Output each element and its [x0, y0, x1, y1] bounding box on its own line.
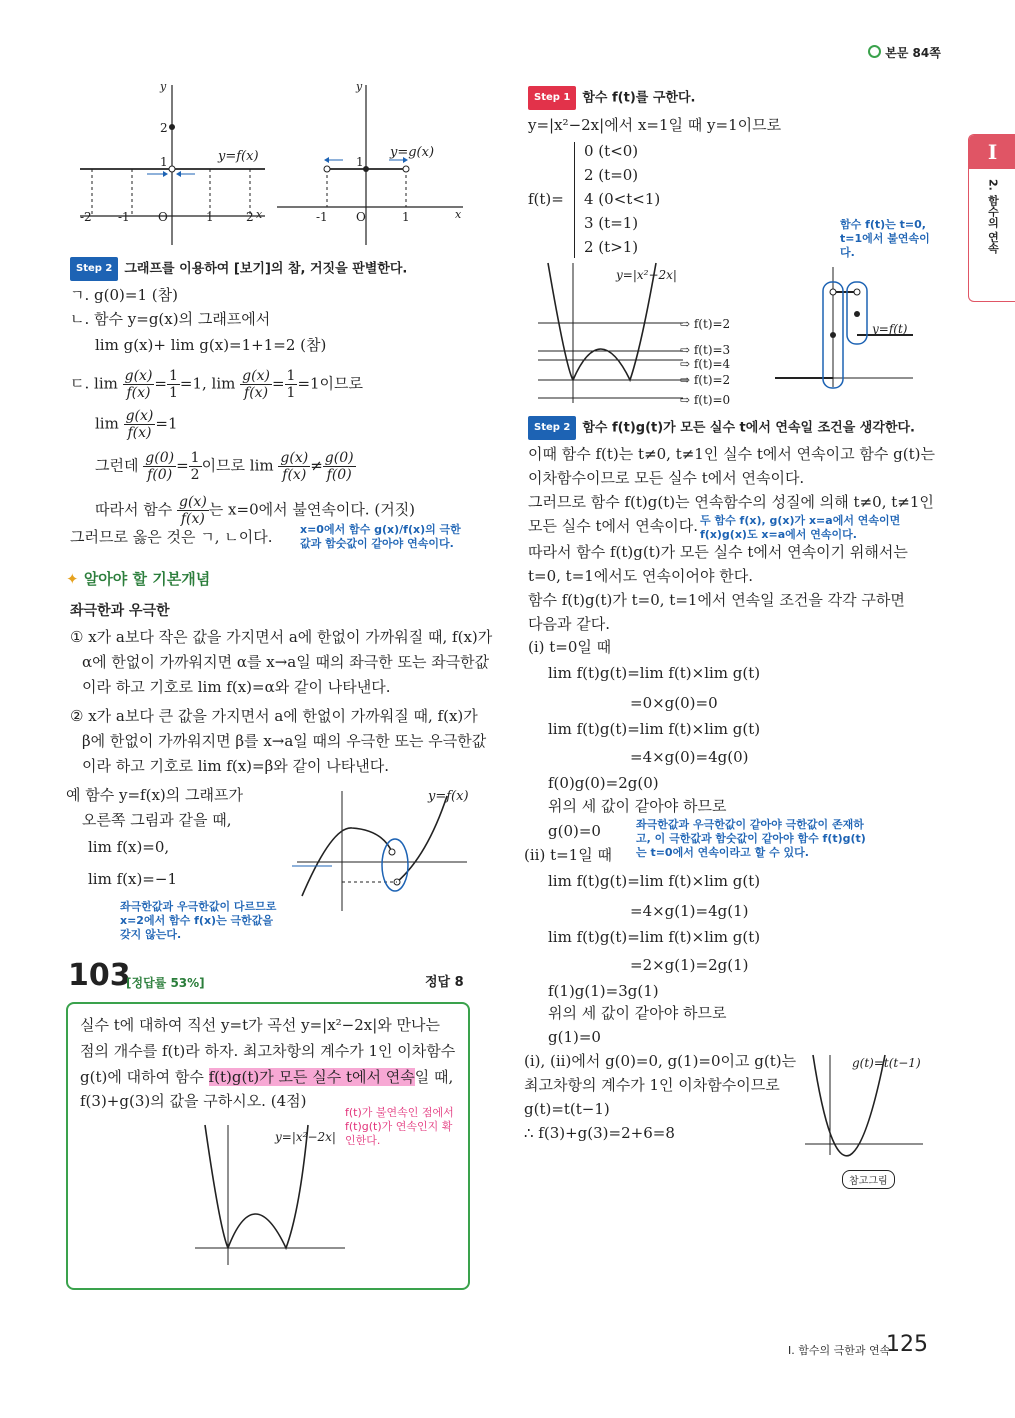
- right-p3: 모든 실수 t에서 연속이다.: [528, 517, 699, 535]
- graph-f-tick-m1: -1: [118, 210, 130, 224]
- item-c-ne: ≠: [310, 456, 323, 475]
- frac-gf: $\frac{g(x)}{f(x)}$: [124, 368, 153, 401]
- item-a: ㄱ. g(0)=1 (참): [70, 286, 178, 304]
- frac-gf4: $\frac{g(x)}{f(x)}$: [280, 450, 309, 483]
- footer-chapter: I. 함수의 극한과 연속: [788, 1344, 891, 1357]
- item-c-line3: 그런데 $\frac{g(0)}{f(0)}$ = $\frac{1}{2}$ 이므로 lim $\frac{g(x)}{f(x)}$ ≠ $\frac{g(0)}{f(0)}$: [95, 450, 354, 483]
- item-c-line1: ㄷ. lim $\frac{g(x)}{f(x)}$ = $\frac{1}{1}$ =1, lim $\frac{g(x)}{f(x)}$ = $\frac{1}{1}$ =1이므로: [70, 368, 364, 401]
- graph-f-xlabel: x: [256, 208, 263, 221]
- graph-g-label: y=g(x): [390, 145, 435, 160]
- e13: 위의 세 값이 같아야 하므로: [548, 1004, 727, 1022]
- e2: =0×g(0)=0: [630, 694, 718, 712]
- problem-graph-label: y=|x²−2x|: [275, 1130, 336, 1144]
- concept-ex-a: 예 함수 y=f(x)의 그래프가: [66, 786, 243, 804]
- e1: lim f(t)g(t)=lim f(t)×lim g(t): [548, 664, 761, 682]
- graph-g-tick-1: 1: [402, 210, 410, 224]
- graph-f-tick-2: 2: [246, 210, 254, 224]
- right-step2-badge: Step 2: [528, 416, 576, 440]
- e5: f(0)g(0)=2g(0): [548, 774, 659, 792]
- right-graph2-note: 함수 f(t)는 t=0, t=1에서 불연속이다.: [840, 218, 930, 259]
- circle-icon: [868, 45, 881, 58]
- line-3: ⇨ f(t)=3: [680, 343, 731, 357]
- problem-l3a: g(t)에 대하여 함수: [80, 1068, 209, 1086]
- problem-l1: 실수 t에 대하여 직선 y=t가 곡선 y=|x²−2x|와 만나는: [80, 1016, 441, 1034]
- right-step2-title: 함수 f(t)g(t)가 모든 실수 t에서 연속일 조건을 생각한다.: [582, 420, 915, 436]
- frac-gf2: $\frac{g(x)}{f(x)}$: [242, 368, 270, 401]
- gt-label: g(t)=t(t−1): [852, 1056, 921, 1070]
- right-graph1-label: y=|x²−2x|: [616, 268, 677, 282]
- graph-f-ytick-2: 2: [160, 121, 168, 135]
- e8: lim f(t)g(t)=lim f(t)×lim g(t): [548, 872, 761, 890]
- concept-p1b: α에 한없이 가까워지면 α를 x→a일 때의 좌극한 또는 좌극한값: [82, 653, 490, 671]
- item-c-but2: 이므로 lim: [201, 456, 274, 475]
- line-4: ⇨ f(t)=4: [680, 357, 731, 371]
- case1: (i) t=0일 때: [528, 638, 612, 656]
- piece-brace: [574, 142, 581, 258]
- e9: =4×g(1)=4g(1): [630, 902, 749, 920]
- problem-pink-note: f(t)가 불연속인 점에서 f(t)g(t)가 연속인지 확인한다.: [345, 1106, 454, 1147]
- frac-gf3: $\frac{g(x)}{f(x)}$: [125, 408, 154, 441]
- problem-answer: 정답 8: [425, 975, 464, 990]
- frac-g0f0: $\frac{g(0)}{f(0)}$: [145, 450, 175, 483]
- c2: 최고차항의 계수가 1인 이차함수이므로: [524, 1076, 780, 1094]
- concept-p2c: 이라 하고 기호로 lim f(x)=β와 같이 나타낸다.: [82, 757, 390, 775]
- concept-subtitle: 좌극한과 우극한: [70, 603, 170, 619]
- c3: g(t)=t(t−1): [524, 1100, 610, 1118]
- item-c-line2: lim $\frac{g(x)}{f(x)}$ =1: [95, 408, 178, 441]
- graph-f-ylabel: y: [160, 80, 167, 93]
- right-step1-title: 함수 f(t)를 구한다.: [582, 90, 696, 106]
- frac-12: $\frac{1}{2}$: [190, 450, 200, 483]
- e3: lim f(t)g(t)=lim f(t)×lim g(t): [548, 720, 761, 738]
- concept-ex-d: lim f(x)=−1: [88, 870, 177, 888]
- item-answer: 그러므로 옳은 것은 ㄱ, ㄴ이다.: [70, 528, 273, 546]
- item-c-eq2: =1이므로: [297, 374, 364, 393]
- frac-11: $\frac{1}{1}$: [168, 368, 178, 401]
- item-c-so2: 는 x=0에서 불연속이다. (거짓): [208, 500, 416, 519]
- right-p7: 다음과 같다.: [528, 615, 610, 633]
- page-ref: [868, 44, 941, 61]
- graph-f-tick-o: O: [158, 210, 168, 224]
- item-note: x=0에서 함수 g(x)/f(x)의 극한값과 함숫값이 같아야 연속이다.: [300, 523, 461, 550]
- item-c-so: 따라서 함수: [95, 500, 173, 519]
- concept-p1a: ① x가 a보다 작은 값을 가지면서 a에 한없이 가까워질 때, f(x)가: [70, 628, 493, 646]
- page-number: 125: [886, 1332, 928, 1357]
- concept-title-text: 알아야 할 기본개념: [83, 570, 211, 588]
- frac-gf5: $\frac{g(x)}{f(x)}$: [179, 494, 207, 527]
- graph-g-ylabel: y: [356, 80, 363, 93]
- right-s1: y=|x²−2x|에서 x=1일 때 y=1이므로: [528, 116, 782, 134]
- item-b: ㄴ. 함수 y=g(x)의 그래프에서: [70, 310, 271, 328]
- case2: (ii) t=1일 때: [524, 846, 612, 864]
- c4: ∴ f(3)+g(3)=2+6=8: [524, 1124, 675, 1142]
- graph-g-tick-o: O: [356, 210, 366, 224]
- left-step2-title: 그래프를 이용하여 [보기]의 참, 거짓을 판별한다.: [124, 261, 408, 277]
- piece-0: 0 (t<0): [584, 142, 639, 160]
- line-0: ⇨ f(t)=0: [680, 393, 731, 407]
- right-p0: 이때 함수 f(t)는 t≠0, t≠1인 실수 t에서 연속이고 함수 g(t)는: [528, 445, 935, 463]
- graph-g-ytick-1: 1: [356, 155, 364, 169]
- graph-g: [275, 80, 465, 250]
- right-graph2-label: y=f(t): [872, 322, 908, 336]
- e11: =2×g(1)=2g(1): [630, 956, 749, 974]
- graph-g-xlabel: x: [455, 208, 462, 221]
- e12: f(1)g(1)=3g(1): [548, 982, 659, 1000]
- piece-2: 4 (0<t<1): [584, 190, 661, 208]
- right-p6: 함수 f(t)g(t)가 t=0, t=1에서 연속일 조건을 각각 구하면: [528, 591, 905, 609]
- page-ref-text: 본문 84쪽: [885, 46, 941, 60]
- lightbulb-icon: ✦: [66, 570, 79, 588]
- problem-l3b: 일 때,: [414, 1068, 454, 1086]
- problem-l2: 점의 개수를 f(t)라 하자. 최고차항의 계수가 1인 이차함수: [80, 1042, 456, 1060]
- problem-l4: f(3)+g(3)의 값을 구하시오. (4점): [80, 1092, 307, 1110]
- e6: 위의 세 값이 같아야 하므로: [548, 797, 727, 815]
- e4: =4×g(0)=4g(0): [630, 748, 749, 766]
- piece-4: 2 (t>1): [584, 238, 639, 256]
- piece-1: 2 (t=0): [584, 166, 639, 184]
- problem-rate: [정답률 53%]: [126, 976, 205, 990]
- line-2b: ⇨ f(t)=2: [680, 373, 731, 387]
- ref-fig: 참고그림: [842, 1170, 895, 1189]
- concept-ex-c: lim f(x)=0,: [88, 838, 170, 856]
- concept-title: [66, 568, 210, 589]
- right-p1: 이차함수이므로 모든 실수 t에서 연속이다.: [528, 469, 805, 487]
- graph-f-label: y=f(x): [218, 149, 259, 164]
- concept-ex-note: 좌극한값과 우극한값이 다르므로 x=2에서 함수 f(x)는 극한값을 갖지 않는다.: [120, 900, 277, 941]
- problem-l3: [80, 1066, 453, 1088]
- right-p5: t=0, t=1에서도 연속이어야 한다.: [528, 567, 754, 585]
- concept-graph-label: y=f(x): [428, 789, 469, 804]
- problem-number: 103: [68, 958, 131, 993]
- e7: g(0)=0: [548, 822, 601, 840]
- item-c-eq: =1, lim: [179, 374, 236, 393]
- right-note1: 두 함수 f(x), g(x)가 x=a에서 연속이면 f(x)g(x)도 x=a에서 연속이다.: [700, 514, 901, 541]
- concept-p2b: β에 한없이 가까워지면 β를 x→a일 때의 우극한 또는 우극한값: [82, 732, 487, 750]
- right-step1: [528, 86, 695, 110]
- frac-11b: $\frac{1}{1}$: [286, 368, 296, 401]
- line-2a: ⇨ f(t)=2: [680, 317, 731, 331]
- graph-f-ytick-1: 1: [160, 155, 168, 169]
- right-step2: [528, 416, 915, 440]
- side-tab-section: 2. 함수의 연속: [986, 179, 1000, 254]
- left-step2-badge: Step 2: [70, 257, 118, 281]
- e14: g(1)=0: [548, 1028, 601, 1046]
- right-note2: 좌극한값과 우극한값이 같아야 극한값이 존재하고, 이 극한값과 함숫값이 같아야 함수 f(t)g(t)는 t=0에서 연속이라고 할 수 있다.: [636, 818, 866, 859]
- frac-g0f0b: $\frac{g(0)}{f(0)}$: [324, 450, 354, 483]
- item-c-prefix: ㄷ.: [70, 374, 90, 393]
- side-tab-chapter: I: [969, 135, 1015, 169]
- concept-ex-b: 오른쪽 그림과 같을 때,: [82, 811, 232, 829]
- piece-lhs: f(t)=: [528, 190, 564, 208]
- right-p4: 따라서 함수 f(t)g(t)가 모든 실수 t에서 연속이기 위해서는: [528, 543, 908, 561]
- graph-f-tick-m2: -2: [80, 210, 92, 224]
- right-step1-badge: Step 1: [528, 86, 576, 110]
- graph-g-tick-m1: -1: [316, 210, 328, 224]
- item-b-eq: lim g(x)+ lim g(x)=1+1=2 (참): [95, 336, 327, 354]
- concept-p1c: 이라 하고 기호로 lim f(x)=α와 같이 나타낸다.: [82, 678, 391, 696]
- side-tab: [968, 134, 1015, 302]
- item-c-lim: =1: [155, 414, 178, 433]
- problem-highlight: f(t)g(t)가 모든 실수 t에서 연속: [208, 1068, 415, 1086]
- right-p2: 그러므로 함수 f(t)g(t)는 연속함수의 성질에 의해 t≠0, t≠1인: [528, 493, 934, 511]
- e10: lim f(t)g(t)=lim f(t)×lim g(t): [548, 928, 761, 946]
- concept-p2a: ② x가 a보다 큰 값을 가지면서 a에 한없이 가까워질 때, f(x)가: [70, 707, 478, 725]
- c1: (i), (ii)에서 g(0)=0, g(1)=0이고 g(t)는: [524, 1052, 797, 1070]
- graph-f-tick-1: 1: [206, 210, 214, 224]
- piece-3: 3 (t=1): [584, 214, 639, 232]
- left-step2: [70, 257, 407, 281]
- item-c-but: 그런데: [95, 456, 139, 475]
